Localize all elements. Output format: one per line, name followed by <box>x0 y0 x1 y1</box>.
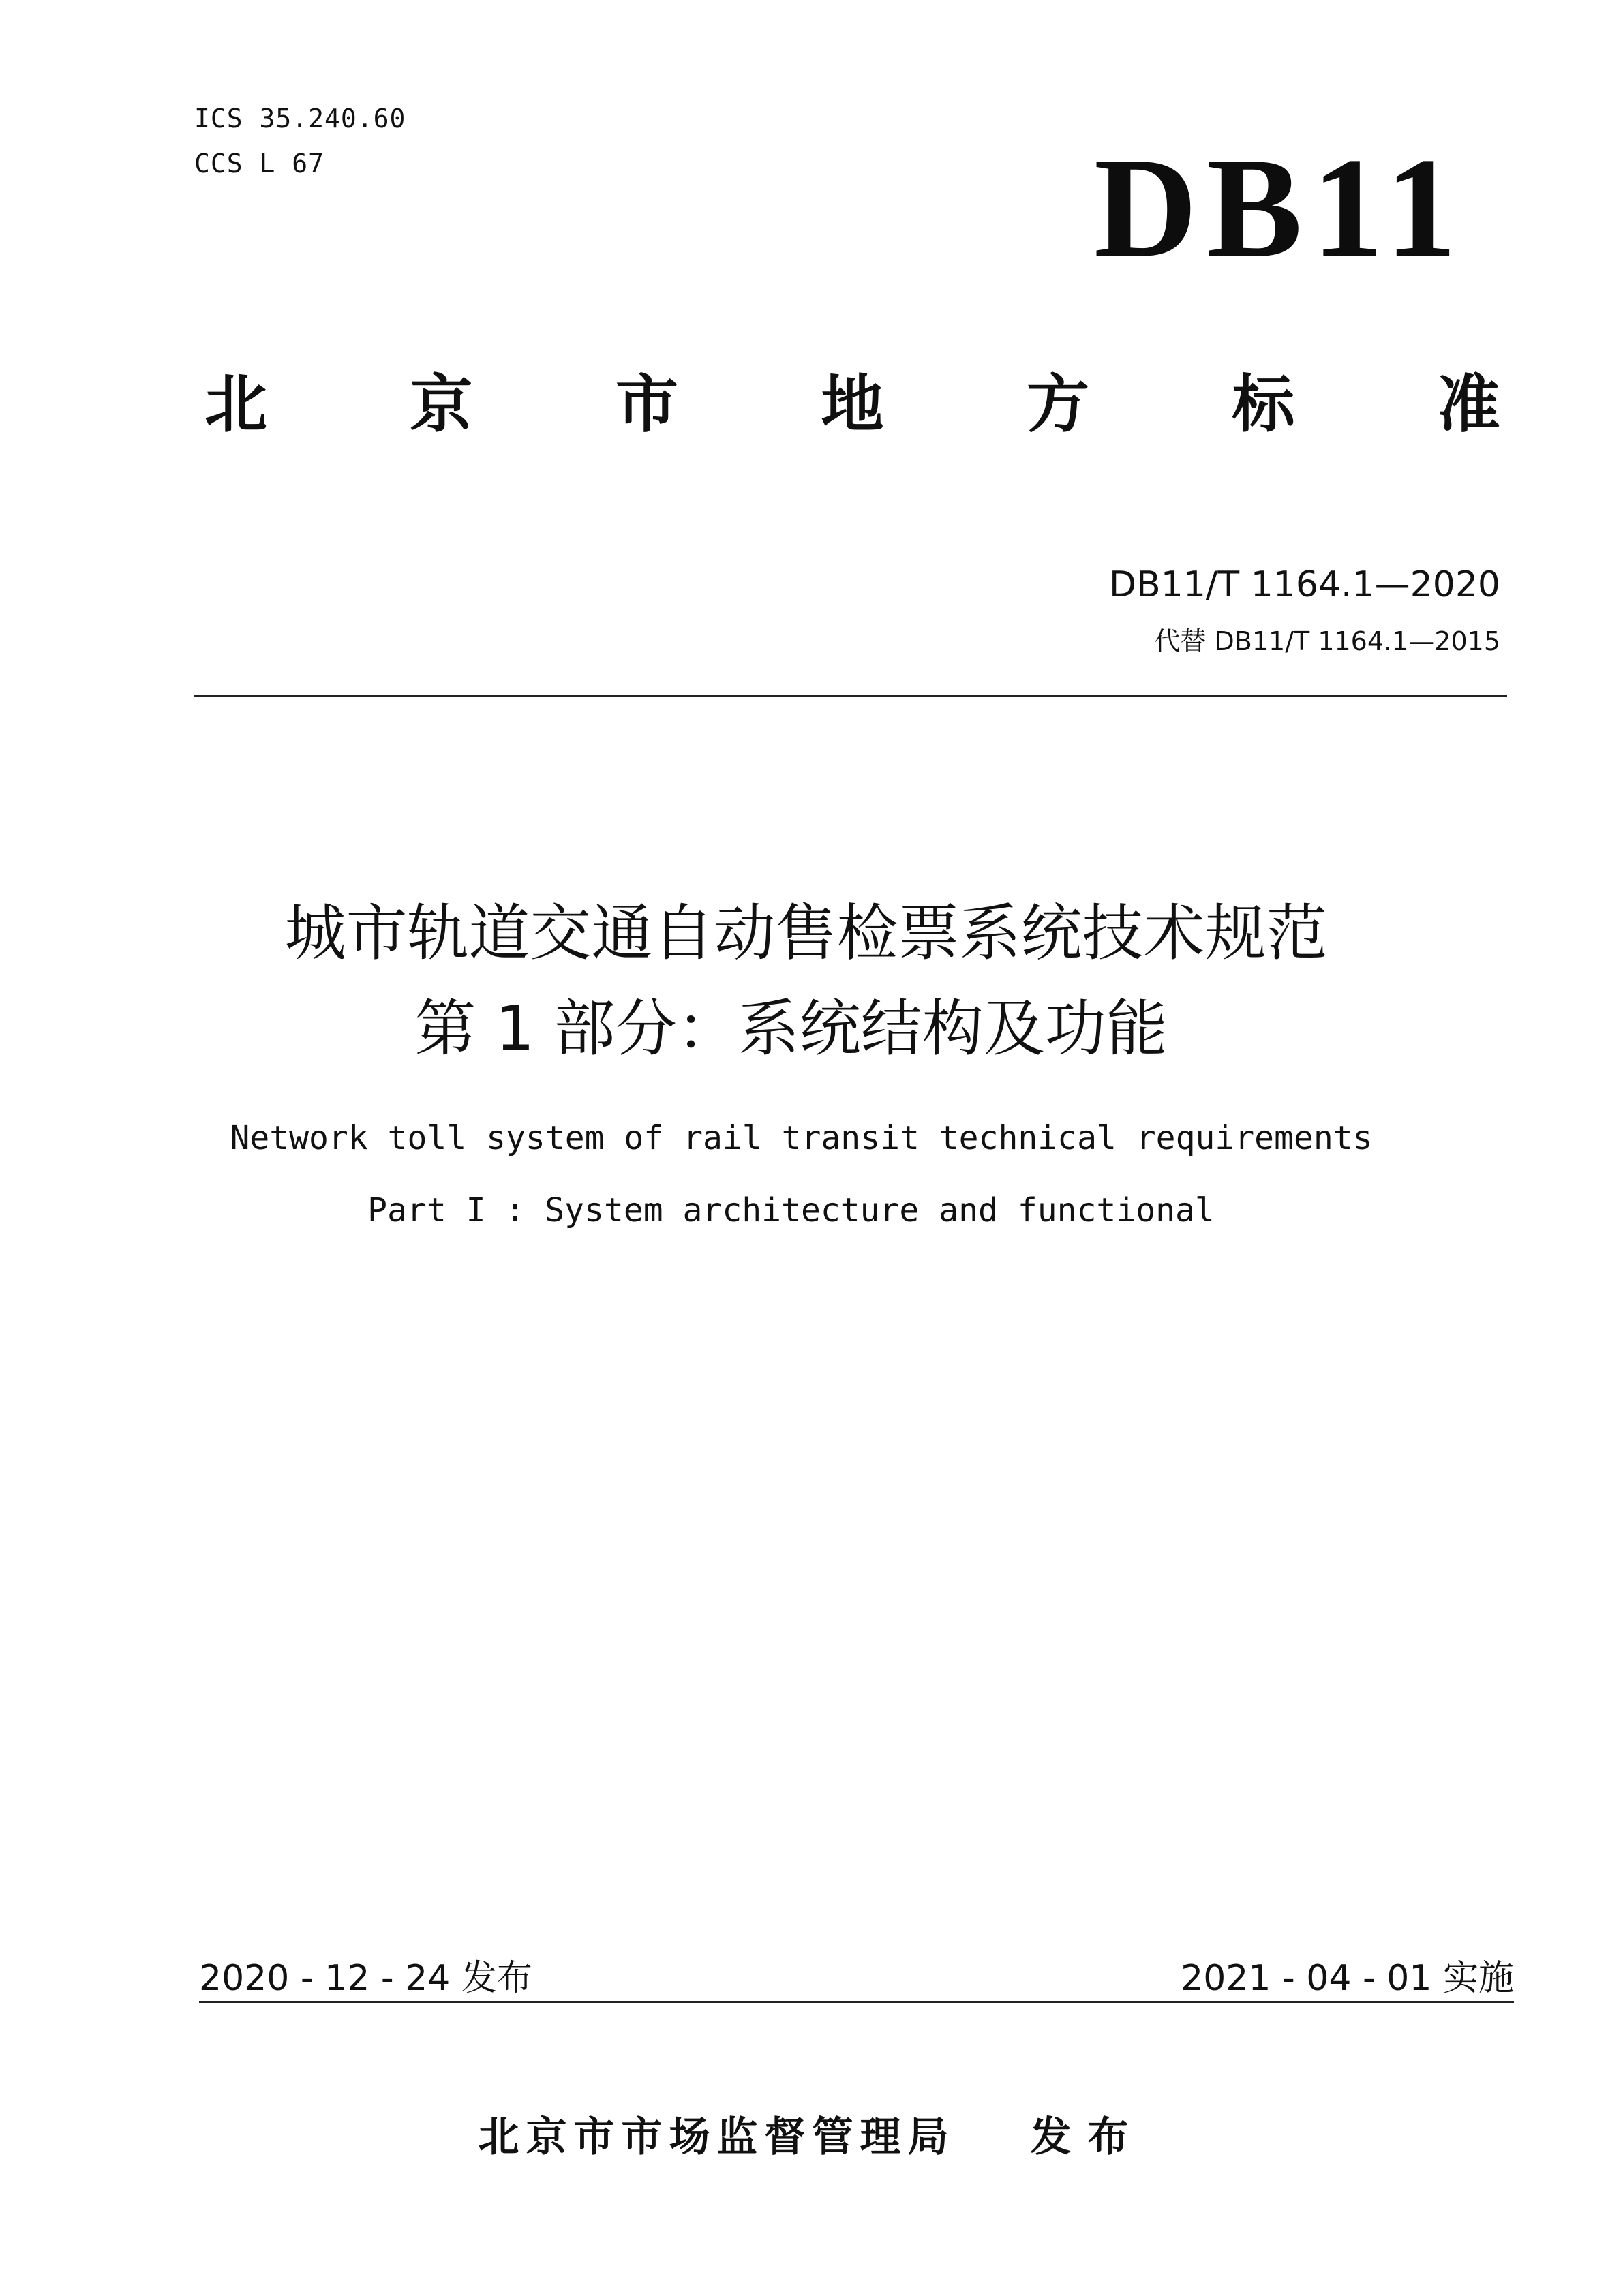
title-zh-line1: 城市轨道交通自动售检票系统技术规范 <box>284 898 1328 969</box>
footer-divider <box>199 2001 1514 2003</box>
implement-date: 2021 - 04 - 01 实施 <box>1181 1958 1514 1999</box>
standard-type-char: 北 <box>204 368 268 441</box>
title-en-line1: Network toll system of rail transit technical requirements <box>230 1119 1373 1157</box>
standard-type-char: 地 <box>821 368 884 441</box>
issuer-name: 北京市市场监督管理局 <box>478 2113 956 2161</box>
standard-type-heading <box>204 354 1500 444</box>
issuer-line <box>0 2104 1623 2163</box>
standard-type-char: 京 <box>410 368 473 441</box>
header-divider <box>194 695 1507 697</box>
standard-type-char: 方 <box>1026 368 1089 441</box>
dates-row <box>199 1949 1514 2000</box>
title-en-line2: Part I : System architecture and functional <box>367 1191 1215 1229</box>
standard-type-char: 准 <box>1437 368 1500 441</box>
title-zh-line2: 第 1 部分：系统结构及功能 <box>414 993 1168 1065</box>
issuer-action: 发布 <box>1030 2113 1145 2161</box>
replaces-label: 代替 <box>1154 626 1207 656</box>
standard-type-char: 标 <box>1232 368 1295 441</box>
ics-code: ICS 35.240.60 <box>194 104 406 134</box>
standard-type-char: 市 <box>615 368 678 441</box>
db11-logo: DB11 <box>1093 129 1466 287</box>
ccs-code: CCS L 67 <box>194 149 325 179</box>
publish-date: 2020 - 12 - 24 发布 <box>199 1958 532 1999</box>
replaces-line <box>1154 620 1500 658</box>
replaces-number: DB11/T 1164.1—2015 <box>1214 626 1500 656</box>
standard-number: DB11/T 1164.1—2020 <box>1109 564 1500 605</box>
